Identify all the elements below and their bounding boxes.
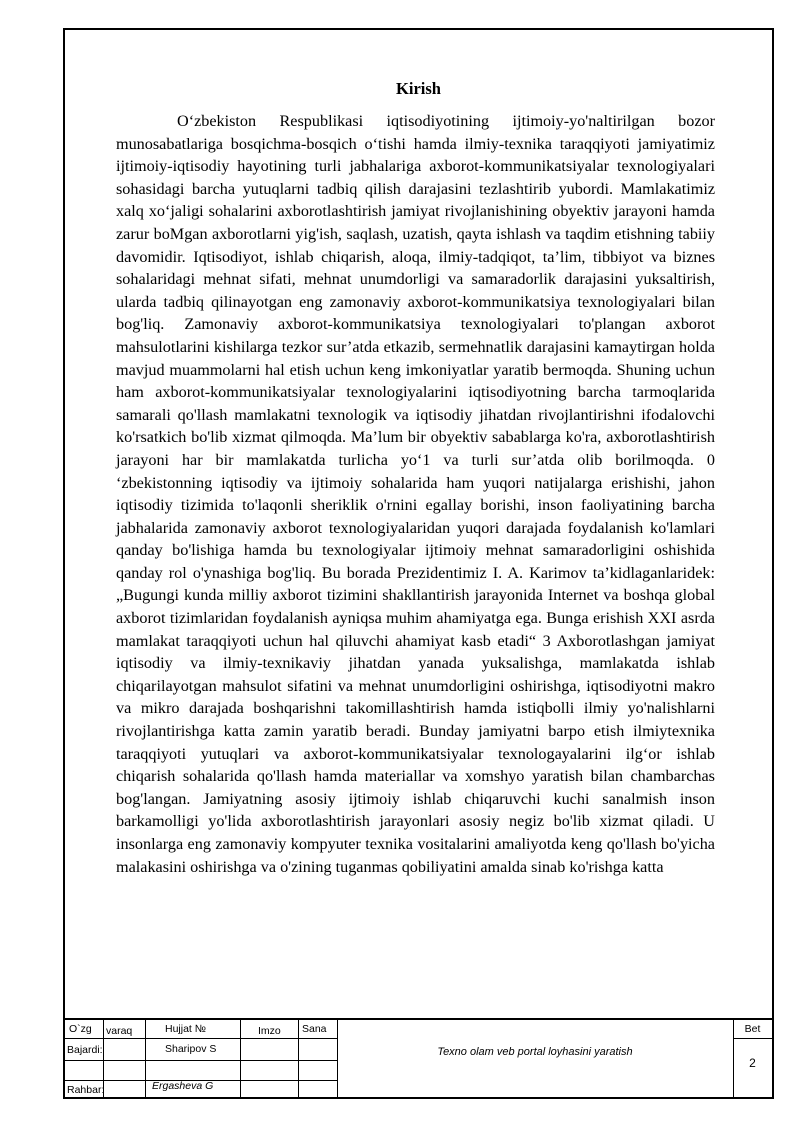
stamp-col-hujjat: Hujjat № [165, 1023, 207, 1035]
document-body: O‘zbekiston Respublikasi iqtisodiyotining ijtimoiy-yo'naltirilgan bozor munosabatlariga bosqichma-bosqich o‘tishi hamda ilmiy-texnika taraqqiyoti jamiyatimiz ijtimoiy-iqtisodiy hayotining turli jabhalariga axborot-kommunikatsiyalar texnologiyalari sohasidagi barcha yutuqlarni tadbiq qilish darajasini tezlashtirib yubordi. Mamlakatimiz xalq xo‘jaligi sohalarini axborotlashtirish jamiyat rivojlanishining obyektiv jarayoni hamda zarur boMgan axborotlarni yig'ish, saqlash, uzatish, qayta ishlash va taqdim etishning tabiiy davomidir. Iqtisodiyot, ishlab chiqarish, aloqa, ilmiy-tadqiqot, ta’lim, tibbiyot va biznes sohalaridagi mehnat sifati, mehnat unumdorligi va samaradorlik darajasini yuksaltirish, ularda tadbiq qilinayotgan eng zamonaviy axborot-kommunikatsiya texnologiyalari bilan bog'liq. Zamonaviy axborot-kommunikatsiya texnologiyalari to'plangan axborot mahsulotlarini kishilarga tezkor sur’atda etkazib, sermehnatlik darajasini kamaytirgan holda mavjud muammolarni hal etish uchun keng imkoniyatlar yaratib bermoqda. Shuning uchun ham axborot-kommunikatsiyalar texnologiyalarini iqtisodiyotning barcha tarmoqlarida samarali qo'llash mamlakatni texnologik va iqtisodiy jihatdan rivojlantirishni ifodalovchi ko'rsatkich bo'lib xizmat qilmoqda. Ma’lum bir obyektiv sabablarga ko'ra, axborotlashtirish jarayoni har bir mamlakatda turlicha yo‘1 va turli sur’atda olib borilmoqda. 0 ‘zbekistonning iqtisodiy va ijtimoiy sohalarida ham yuqori natijalarga erishishi, jahon iqtisodiy tizimida to'laqonli sheriklik o'rnini egallay borishi, inson faoliyatining barcha jabhalarida zamonaviy axborot texnologiyalaridan yuqori darajada foydalanish ko'lamlari qanday bo'lishiga hamda bu texnologiyalar ijtimoiy mehnat samaradorligini oshishida qanday rol o'ynashiga bog'liq. Bu borada Prezidentimiz I. A. Karimov ta’kidlaganlaridek: „Bugungi kunda milliy axborot tizimini shakllantirish jarayonida Internet va boshqa global axborot tizimlaridan foydalanish ayniqsa muhim ahamiyatga ega. Bunga erishish XXI asrda mamlakat taraqqiyoti uchun hal qiluvchi ahamiyat kasb etadi“ 3 Axborotlashgan jamiyat iqtisodiy va ilmiy-texnikaviy jihatdan yanada yuksalishga, mamlakatda ishlab chiqarilayotgan mahsulot sifatini va mehnat unumdorligini oshirishga, iqtisodiyotni makro va mikro darajada boshqarishni takomillashtirish hamda istiqbolli ilmiy yo'nalishlarni rivojlantirishga katta zamin yaratib beradi. Bunday jamiyatni barpo etish ilmiytexnika taraqqiyoti yutuqlari va axborot-kommunikatsiyalar texnologayalarini ilg‘or ishlab chiqarish sohalarida qo'llash hamda materiallar va xomshyo yaratish bilan chambarchas bog'langan. Jamiyatning asosiy ijtimoiy ishlab chiqaruvchi kuchi sanalmish inson barkamolligi yo'lida axborotlashtirish jarayonlari asosiy negiz bo'lib xizmat qiladi. U insonlarga eng zamonaviy kompyuter texnika vositalarini amaliyotda keng qo'llash bo'yicha malakasini oshirishga va o'zining tuganmas qobiliyatini amalda sinab ko'rishga katta [116, 112, 715, 876]
project-title: Texno olam veb portal loyhasini yaratish [437, 1046, 633, 1058]
page-frame [63, 28, 774, 1099]
stamp-col-varaq: varaq [106, 1025, 133, 1037]
stamp-divider [337, 1020, 338, 1099]
title-block [65, 1018, 772, 1099]
document-title: Kirish [396, 79, 441, 98]
page-number: 2 [749, 1056, 756, 1070]
bajardi-name: Sharipov S [165, 1043, 217, 1055]
stamp-bet-label: Bet [744, 1023, 761, 1035]
stamp-row-line [65, 1060, 337, 1061]
rahbar-name: Ergasheva G [152, 1080, 214, 1092]
stamp-row-bajardi: Bajardi: [67, 1044, 103, 1056]
stamp-col-ozg: O`zg [69, 1023, 92, 1035]
stamp-row-line [65, 1038, 337, 1039]
stamp-col-sana: Sana [302, 1023, 327, 1035]
stamp-row-rahbar: Rahbar: [67, 1084, 105, 1096]
stamp-row-line [733, 1038, 772, 1039]
stamp-col-imzo: Imzo [258, 1025, 281, 1037]
